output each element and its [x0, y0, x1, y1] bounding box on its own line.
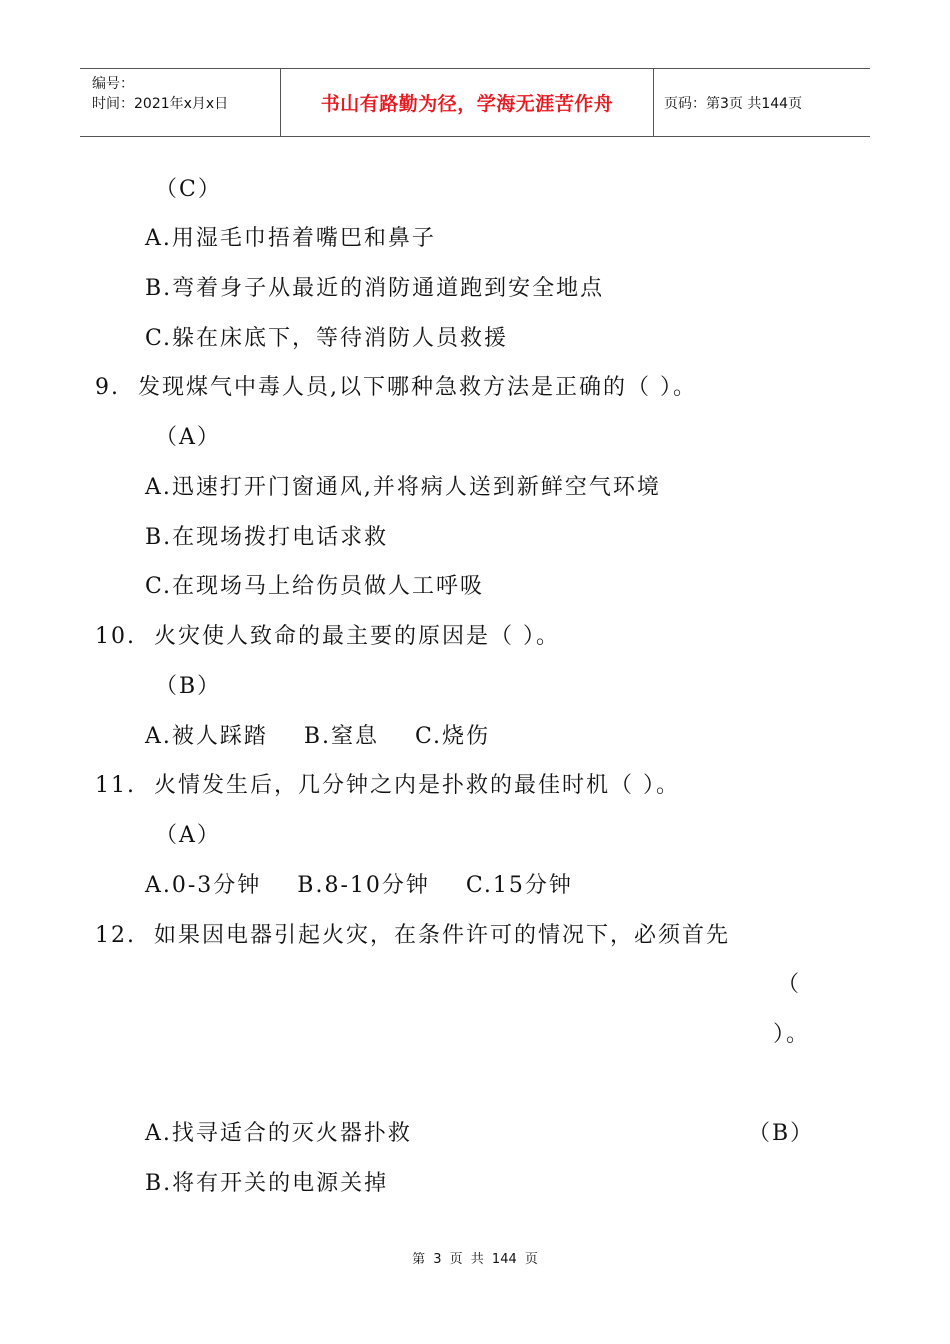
option-line: A.迅速打开门窗通风,并将病人送到新鲜空气环境: [145, 475, 661, 500]
paren-close: ）。: [773, 1022, 811, 1047]
page-footer: 第 3 页 共 144 页: [412, 1252, 538, 1267]
option-line: B.在现场拨打电话求救: [145, 525, 389, 550]
option-line: C.在现场马上给伤员做人工呼吸: [145, 574, 485, 599]
time-label: 时间：2021年x月x日: [92, 96, 229, 112]
answer-line: （A）: [155, 425, 221, 450]
paren-open: （: [777, 972, 802, 997]
option-line: B.将有开关的电源关掉: [145, 1171, 389, 1196]
answer-line: （B）: [155, 674, 222, 699]
header-left-cell: [80, 69, 281, 136]
answer-line: （A）: [155, 823, 221, 848]
question-12: 12. 如果因电器引起火灾，在条件许可的情况下，必须首先: [95, 923, 730, 948]
header-page-cell: [654, 69, 870, 136]
option-line: A.0-3分钟 B.8-10分钟 C.15分钟: [145, 873, 573, 898]
option-line: B.弯着身子从最近的消防通道跑到安全地点: [145, 276, 605, 301]
header-motto-cell: [281, 69, 654, 136]
answer-line: （C）: [155, 177, 222, 202]
question-9: 9. 发现煤气中毒人员,以下哪种急救方法是正确的（ ）。: [95, 375, 697, 400]
motto: 书山有路勤为径，学海无涯苦作舟: [320, 93, 614, 115]
page-info: 页码：第3页 共144页: [664, 95, 803, 112]
number-label: 编号：: [92, 76, 134, 92]
question-11: 11. 火情发生后，几分钟之内是扑救的最佳时机（ ）。: [95, 773, 680, 798]
question-10: 10. 火灾使人致命的最主要的原因是（ ）。: [95, 624, 560, 649]
answer-line: （B）: [748, 1121, 815, 1146]
page-header: [80, 68, 870, 137]
option-line: A.找寻适合的灭火器扑救: [145, 1121, 412, 1146]
option-line: A.被人踩踏 B.窒息 C.烧伤: [145, 724, 491, 749]
option-line: C.躲在床底下，等待消防人员救援: [145, 326, 509, 351]
option-line: A.用湿毛巾捂着嘴巴和鼻子: [145, 226, 436, 251]
